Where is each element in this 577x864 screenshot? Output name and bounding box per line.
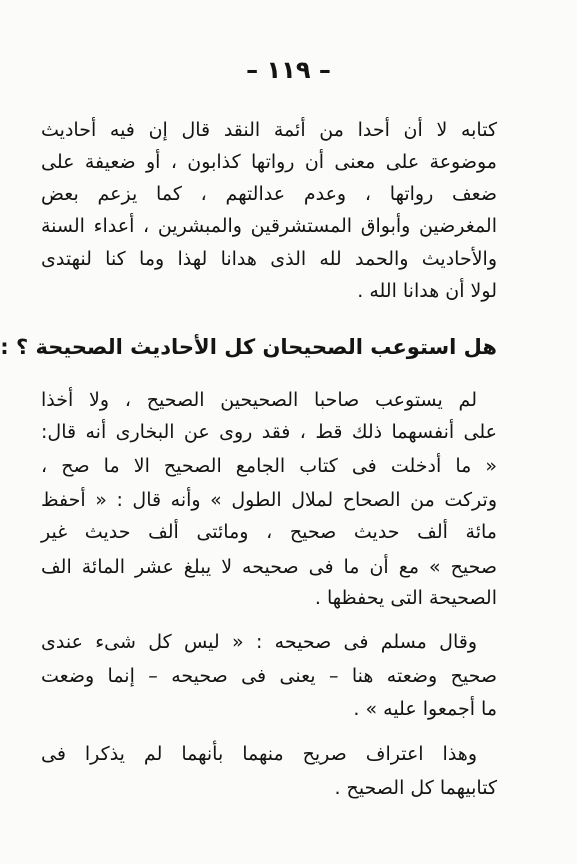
paragraph-2-line-2: على أنفسهما ذلك قط ، فقد روى عن البخارى أنه قال:: [41, 421, 497, 443]
paragraph-2-line-4: وتركت من الصحاح لملال الطول » وأنه قال : « أحفظ: [41, 489, 497, 511]
paragraph-2-line-6: صحيح » مع أن ما فى صحيحه لا يبلغ عشر المائة الف: [41, 556, 497, 578]
paragraph-1-line-3: ضعف رواتها ، وعدم عدالتهم ، كما يزعم بعض: [41, 183, 497, 205]
page-number: – ١١٩ –: [246, 56, 331, 84]
paragraph-3-line-2: صحيح وضعته هنا – يعنى فى صحيحه – إنما وضعت: [41, 665, 497, 687]
paragraph-1-line-1: كتابه لا أن أحدا من أئمة النقد قال إن فيه أحاديث: [41, 119, 497, 141]
paragraph-2-line-1: لم يستوعب صاحبا الصحيحين الصحيح ، ولا أخذا: [41, 389, 477, 411]
paragraph-3-line-3: ما أجمعوا عليه » .: [353, 698, 497, 720]
paragraph-1-line-5: والأحاديث والحمد لله الذى هدانا لهذا وما كنا لنهتدى: [41, 248, 497, 270]
paragraph-3-line-1: وقال مسلم فى صحيحه : « ليس كل شىء عندى: [41, 631, 477, 653]
paragraph-4-line-2: كتابيهما كل الصحيح .: [334, 777, 497, 799]
paragraph-4-line-1: وهذا اعتراف صريح منهما بأنهما لم يذكرا فى: [41, 743, 477, 765]
paragraph-1-line-2: موضوعة على معنى أن رواتها كذابون ، أو ضعيفة على: [41, 151, 497, 173]
section-heading: هل استوعب الصحيحان كل الأحاديث الصحيحة ؟ :: [0, 335, 497, 359]
paragraph-2-line-7: الصحيحة التى يحفظها .: [314, 587, 497, 609]
paragraph-2-line-3: « ما أدخلت فى كتاب الجامع الصحيح الا ما صح ،: [41, 455, 497, 477]
paragraph-1-line-6: لولا أن هدانا الله .: [357, 280, 497, 302]
paragraph-2-line-5: مائة ألف حديث صحيح ، ومائتى ألف حديث غير: [41, 521, 497, 543]
paragraph-1-line-4: المغرضين وأبواق المستشرقين والمبشرين ، أعداء السنة: [41, 215, 497, 237]
